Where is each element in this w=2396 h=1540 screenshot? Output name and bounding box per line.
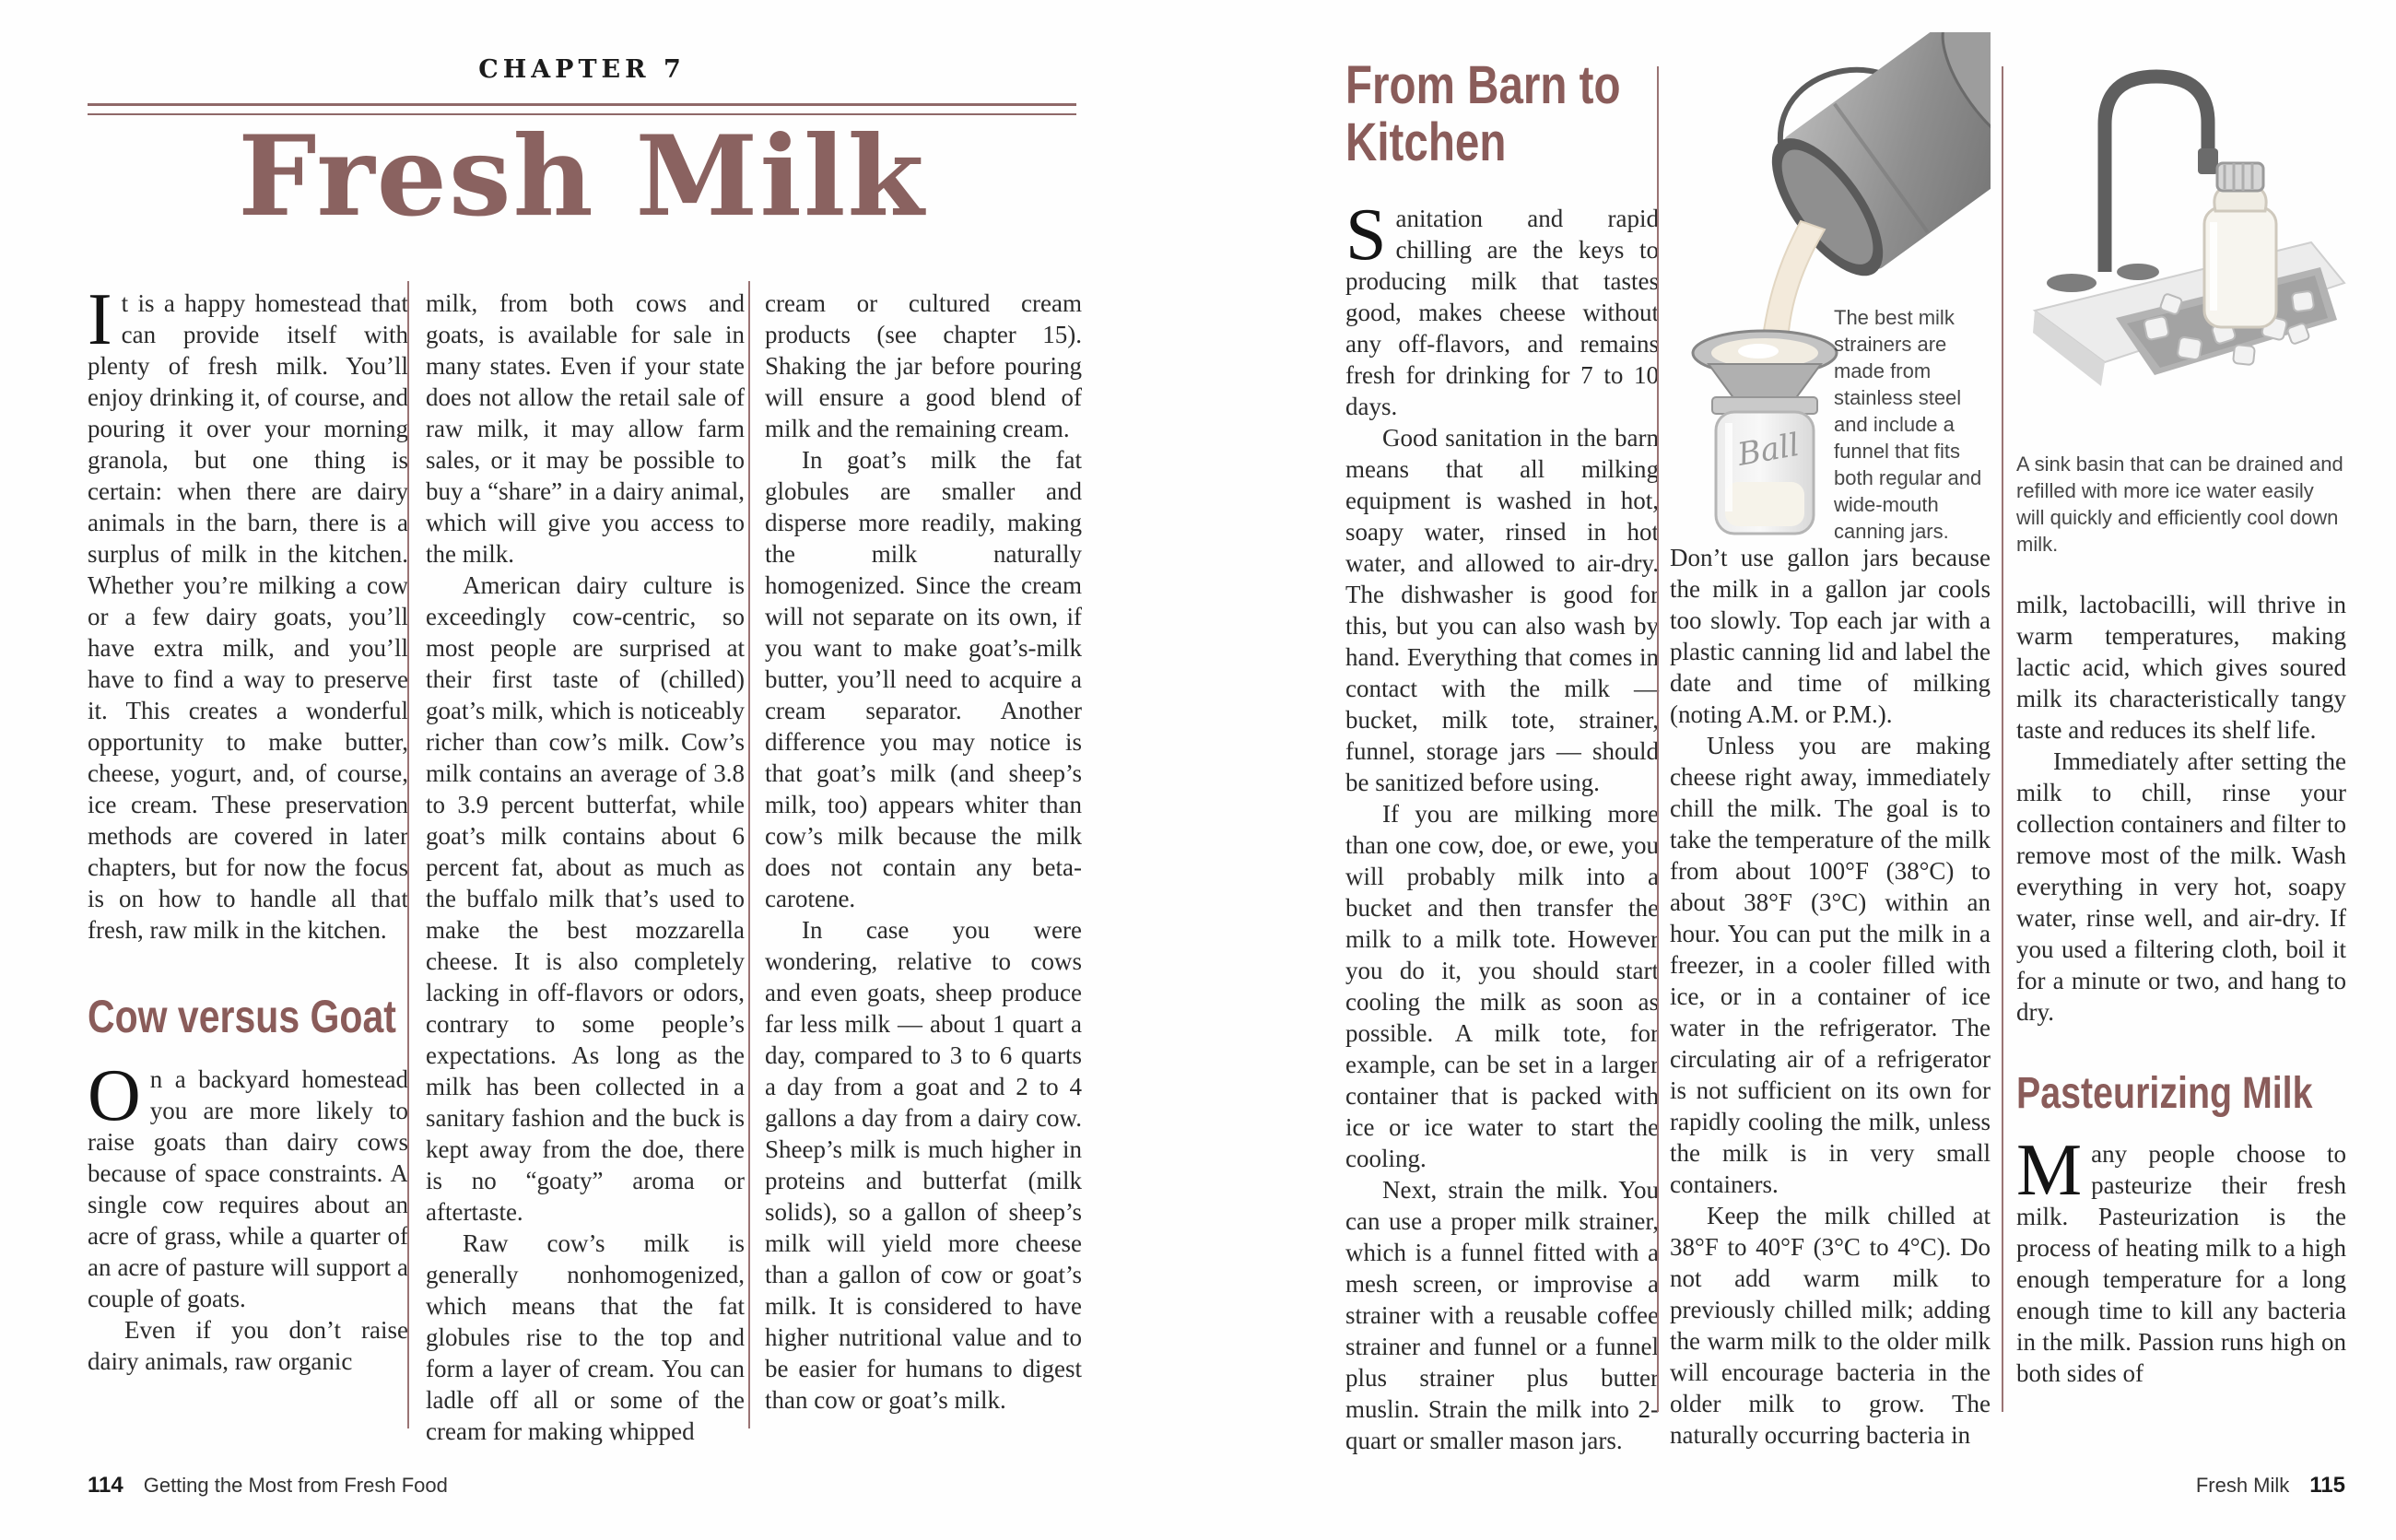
sink-caption: A sink basin that can be drained and refilled with more ice water easily will quickly and efficiently cool down milk. xyxy=(2016,453,2343,556)
sink-ice-bath-illustration xyxy=(2016,41,2346,429)
right-column-3 xyxy=(2016,41,2346,1389)
milk-bottle xyxy=(2204,163,2276,327)
sink-basin xyxy=(2033,242,2344,386)
paragraph: Even if you don’t raise dairy animals, raw organic xyxy=(88,1316,408,1375)
section-heading-cow-versus-goat: Cow versus Goat xyxy=(88,991,396,1042)
paragraph: Sanitation and rapid chilling are the keys to producing milk that tastes good, makes cheese without any off-flavors, and remains fresh for drinking for 7 to 10 days. xyxy=(1345,194,1659,420)
milk-pail-strainer-figure xyxy=(1670,32,1991,542)
paragraph: In case you were wondering, relative to cows and even goats, sheep produce far less milk — about 1 quart a day, compared to 3 to 6 quarts a day from a goat and 2 to 4 gallons a day from a dairy cow. Sheep’s milk is much higher in proteins and butterfat (milk solids), so a gallon of sheep’s milk will yield more cheese than a gallon of cow or goat’s milk. It is considered to have higher nutritional value and to be easier for humans to digest than cow or goat’s milk. xyxy=(765,916,1082,1414)
footer-chapter-title: Fresh Milk xyxy=(2195,1474,2290,1497)
left-column-2 xyxy=(426,288,745,1447)
paragraph: Good sanitation in the barn means that all milking equipment is washed in hot, soapy water, rinsed in hot water, and allowed to air-dry. The dishwasher is good for this, but you can also wash by hand. Everything that comes in contact with the milk — bucket, milk tote, strainer, funnel, storage jars — should be sanitized before using. xyxy=(1345,424,1659,796)
paragraph: In goat’s milk the fat globules are smaller and disperse more readily, making the milk naturally homogenized. Since the cream will not separate on its own, if you want to make goat’s-milk butter, you’ll need to acquire a cream separator. Another difference you may notice is that goat’s milk (and sheep’s milk, too) appears whiter than cow’s milk because the milk does not contain any beta-carotene. xyxy=(765,446,1082,912)
footer-right xyxy=(1935,1473,2345,1499)
chapter-label: CHAPTER 7 xyxy=(478,55,686,84)
milk-stream xyxy=(1762,221,1825,344)
jar-brand-label: Ball xyxy=(1734,426,1803,474)
paragraph: Keep the milk chilled at 38°F to 40°F (3°C to 4°C). Do not add warm milk to previously chilled milk; adding the warm milk to the older milk will encourage bacteria in the older milk to grow. The naturally occurring bacteria in xyxy=(1670,1202,1991,1449)
chapter-title: Fresh Milk xyxy=(238,112,926,241)
left-column-3 xyxy=(765,288,1082,1416)
left-column-1 xyxy=(88,279,408,1377)
column-divider xyxy=(1657,66,1659,1412)
section-heading-pasteurizing-milk: Pasteurizing Milk xyxy=(2016,1069,2313,1118)
section-heading-from-barn-to-kitchen: From Barn to Kitchen xyxy=(1345,55,1621,172)
footer-book-title: Getting the Most from Fresh Food xyxy=(143,1474,448,1497)
paragraph: Immediately after setting the milk to chill, rinse your collection containers and filter to remove most of the milk. Wash everything in very hot, soapy water, rinse well, and air-dry. If you used a filtering cloth, boil it for a minute or two, and hang to dry. xyxy=(2016,747,2346,1026)
page-number: 114 xyxy=(88,1473,123,1498)
paragraph: American dairy culture is exceedingly cow-centric, so most people are surprised at their first taste of (chilled) goat’s milk, which is noticeably richer than cow’s milk. Cow’s milk contains an average of 3.8 to 3.9 percent butterfat, while goat’s milk contains about 6 percent fat, about as much as the buffalo milk that’s used to make the best mozzarella cheese. It is also completely lacking in off-flavors or odors, contrary to some people’s expectations. As long as the milk has been collected in a sanitary fashion and the buck is kept away from the doe, there is no “goaty” aroma or aftertaste. xyxy=(426,571,745,1226)
column-divider xyxy=(748,281,750,1428)
paragraph: milk, from both cows and goats, is available for sale in many states. Even if your state does not allow the retail sale of raw milk, it may allow farm sales, or it may be possible to buy a “share” in a dairy animal, which will give you access to the milk. xyxy=(426,289,745,568)
column-divider xyxy=(2002,66,2003,1412)
right-column-2 xyxy=(1670,32,1991,1451)
paragraph: On a backyard homestead you are more likely to raise goats than dairy cows because of space constraints. A single cow requires about an acre of grass, while a quarter of an acre of pasture will support a couple of goats. xyxy=(88,1055,408,1312)
paragraph: It is a happy homestead that can provide itself with plenty of fresh milk. You’ll enjoy drinking it, of course, and pouring it over your morning granola, but one thing is certain: when there are dairy animals in the barn, there is a surplus of milk in the kitchen. Whether you’re milking a cow or a few dairy goats, you’ll have extra milk, and you’ll have to find a way to preserve it. This creates a wonderful opportunity to make butter, cheese, yogurt, and, of course, ice cream. These preservation methods are covered in later chapters, but for now the focus is on how to handle all that fresh, raw milk in the kitchen. xyxy=(88,279,408,944)
footer-left xyxy=(88,1473,448,1499)
paragraph: cream or cultured cream products (see chapter 15). Shaking the jar before pouring will ensure a good blend of milk and the remaining cream. xyxy=(765,289,1082,442)
mason-jar xyxy=(1712,397,1817,534)
paragraph: milk, lactobacilli, will thrive in warm temperatures, making lactic acid, which gives soured milk its characteristically tangy taste and reduces its shelf life. xyxy=(2016,591,2346,744)
paragraph: Many people choose to pasteurize their fresh milk. Pasteurization is the process of heating milk to a high enough temperature for a long enough time to kill any bacteria in the milk. Passion runs high on both sides of xyxy=(2016,1130,2346,1387)
faucet xyxy=(2047,76,2218,292)
strainer-caption: The best milk strainers are made from stainless steel and include a funnel that fits both regular and wide-mouth canning jars. xyxy=(1834,306,1982,543)
page-number: 115 xyxy=(2309,1473,2345,1498)
paragraph: If you are milking more than one cow, doe, or ewe, you will probably milk into a bucket and then transfer the milk to a milk tote. However you do it, you should start cooling the milk as soon as possible. A milk tote, for example, can be set in a larger container that is packed with ice or ice water to start the cooling. xyxy=(1345,800,1659,1172)
paragraph: Don’t use gallon jars because the milk in a gallon jar cools too slowly. Top each jar with a plastic canning lid and label the date and time of milking (noting A.M. or P.M.). xyxy=(1670,544,1991,728)
paragraph: Unless you are making cheese right away, immediately chill the milk. The goal is to take the temperature of the milk from about 100°F (38°C) to about 38°F (3°C) within an hour. You can put the milk in a freezer, in a cooler filled with ice, or in a container of ice water in the refrigerator. The circulating air of a refrigerator is not sufficient on its own for rapidly cooling the milk, unless the milk is in very small containers. xyxy=(1670,732,1991,1198)
right-column-1 xyxy=(1345,57,1659,1456)
paragraph: Next, strain the milk. You can use a proper milk strainer, which is a funnel fitted with a mesh screen, or improvise a strainer with a reusable coffee strainer and funnel or a funnel plus strainer plus butter muslin. Strain the milk into 2-quart or smaller mason jars. xyxy=(1345,1176,1659,1454)
paragraph: Raw cow’s milk is generally nonhomogenized, which means that the fat globules rise to the top and form a layer of cream. You can ladle off all or some of the cream for making whipped xyxy=(426,1229,745,1445)
column-divider xyxy=(407,281,409,1428)
strainer-funnel xyxy=(1693,331,1837,399)
